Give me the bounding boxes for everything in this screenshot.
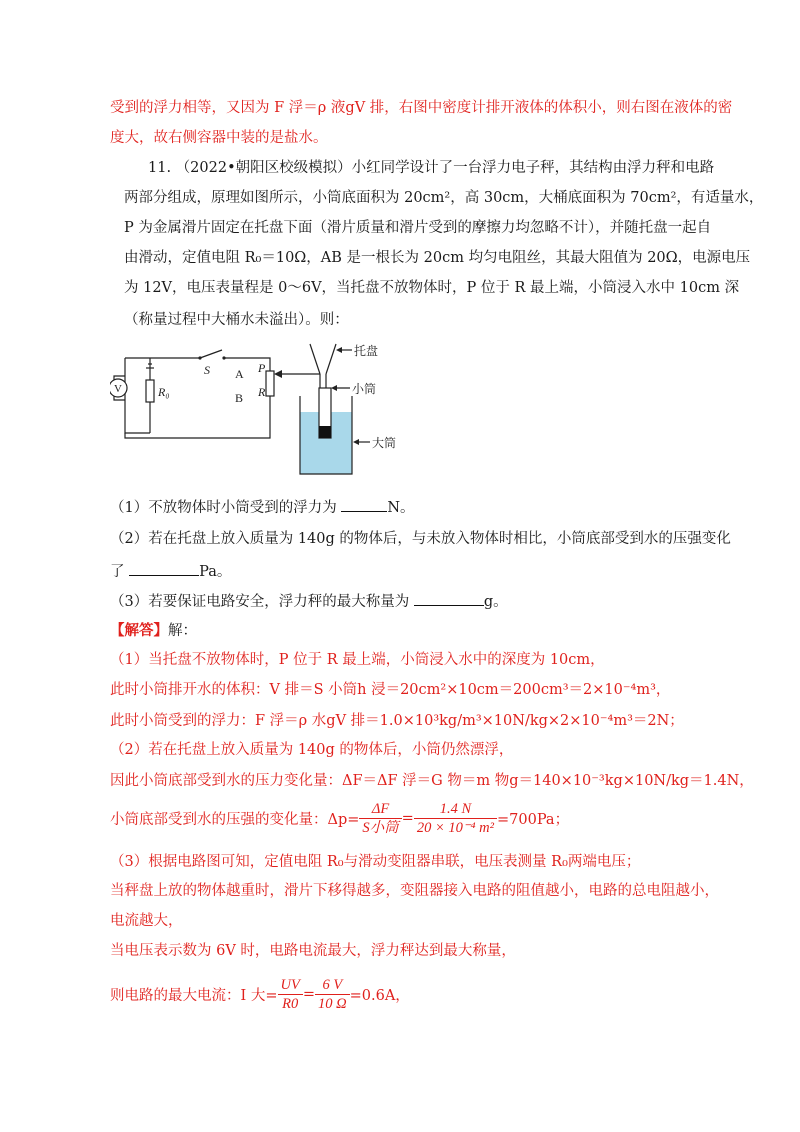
problem-line: 两部分组成，原理如图所示，小筒底面积为 20cm²，高 30cm，大桶底面积为 70cm²，有适量水， <box>124 190 764 206</box>
r0-label: R₀ <box>158 385 170 399</box>
answer-line: 此时小筒受到的浮力：F 浮＝ρ 水gV 排＝1.0×10³kg/m³×10N/kg×2×10⁻⁴m³＝2N； <box>110 713 684 729</box>
answer-formula-current: 则电路的最大电流：I 大= $\frac{UV}{R0}$ = $\frac{6 V}{10 \Omega}$ =0.6A， <box>110 977 410 1012</box>
answer-blank[interactable] <box>341 497 387 512</box>
answer-line: 因此小筒底部受到水的压力变化量：ΔF＝ΔF 浮＝G 物＝m 物g＝140×10⁻³kg×10N/kg＝1.4N， <box>110 773 754 789</box>
answer-line: 电流越大， <box>110 913 183 929</box>
question-2-cont: 了 Pa。 <box>110 561 231 582</box>
resistor-r0 <box>146 380 154 402</box>
question-3: （3）若要保证电路安全，浮力秤的最大称量为 g。 <box>110 591 508 612</box>
answer-blank[interactable] <box>414 591 484 606</box>
answer-line: （1）当托盘不放物体时，P 位于 R 最上端，小筒浸入水中的深度为 10cm， <box>110 652 605 668</box>
answer-line: （2）若在托盘上放入质量为 140g 的物体后，小筒仍然漂浮， <box>110 742 514 758</box>
circuit-diagram <box>110 338 430 483</box>
problem-line: 为 12V，电压表量程是 0～6V，当托盘不放物体时，P 位于 R 最上端，小筒浸入水中 10cm 深 <box>124 280 740 296</box>
voltmeter-label: V <box>114 383 122 395</box>
problem-line: P 为金属滑片固定在托盘下面（滑片质量和滑片受到的摩擦力均忽略不计），并随托盘一起自 <box>124 220 712 236</box>
switch-label: S <box>204 363 210 377</box>
answer-line: 此时小筒排开水的体积：V 排＝S 小筒h 浸＝20cm²×10cm＝200cm³＝2×10⁻⁴m³， <box>110 682 671 698</box>
problem-line: 由滑动，定值电阻 R₀＝10Ω，AB 是一根长为 20cm 均匀电阻丝，其最大阻值为 20Ω，电源电压 <box>124 250 751 266</box>
big-container-label: 大筒 <box>372 436 397 450</box>
text-line: 度大，故右侧容器中装的是盐水。 <box>110 130 328 146</box>
answer-line: （3）根据电路图可知，定值电阻 R₀与滑动变阻器串联，电压表测量 R₀两端电压； <box>110 854 641 870</box>
answer-line: 当秤盘上放的物体越重时，滑片下移得越多，变阻器接入电路的阻值越小，电路的总电阻越小， <box>110 883 719 899</box>
answer-line: 当电压表示数为 6V 时，电路电流最大，浮力秤达到最大称量， <box>110 943 516 959</box>
a-label: A <box>235 367 244 381</box>
p-label: P <box>258 361 266 375</box>
b-label: B <box>235 391 244 405</box>
answer-formula-pressure: 小筒底部受到水的压强的变化量：Δp= $\frac{\Delta F}{\text{S小筒}}$ = $\frac{1.4 N}{\text{20 × 10⁻⁴ m²}}$ =700Pa； <box>110 801 570 836</box>
slider-arrow <box>274 370 282 378</box>
small-tube-label: 小筒 <box>352 382 377 396</box>
problem-line: （称量过程中大桶水未溢出）。则： <box>124 312 349 328</box>
tray-label: 托盘 <box>354 344 379 358</box>
resistor-r <box>266 371 274 396</box>
question-1: （1）不放物体时小筒受到的浮力为 N。 <box>110 497 415 518</box>
answer-header: 【解答】解： <box>110 622 197 639</box>
r-label: R <box>258 385 266 399</box>
answer-blank[interactable] <box>129 561 199 576</box>
text-line: 受到的浮力相等，又因为 F 浮＝ρ 液gV 排，右图中密度计排开液体的体积小，则右图在液体的密 <box>110 100 733 116</box>
problem-line: 11. （2022•朝阳区校级模拟）小红同学设计了一台浮力电子秤，其结构由浮力秤和电路 <box>148 160 715 176</box>
question-2: （2）若在托盘上放入质量为 140g 的物体后，与未放入物体时相比，小筒底部受到水的压强变化 <box>110 531 731 547</box>
